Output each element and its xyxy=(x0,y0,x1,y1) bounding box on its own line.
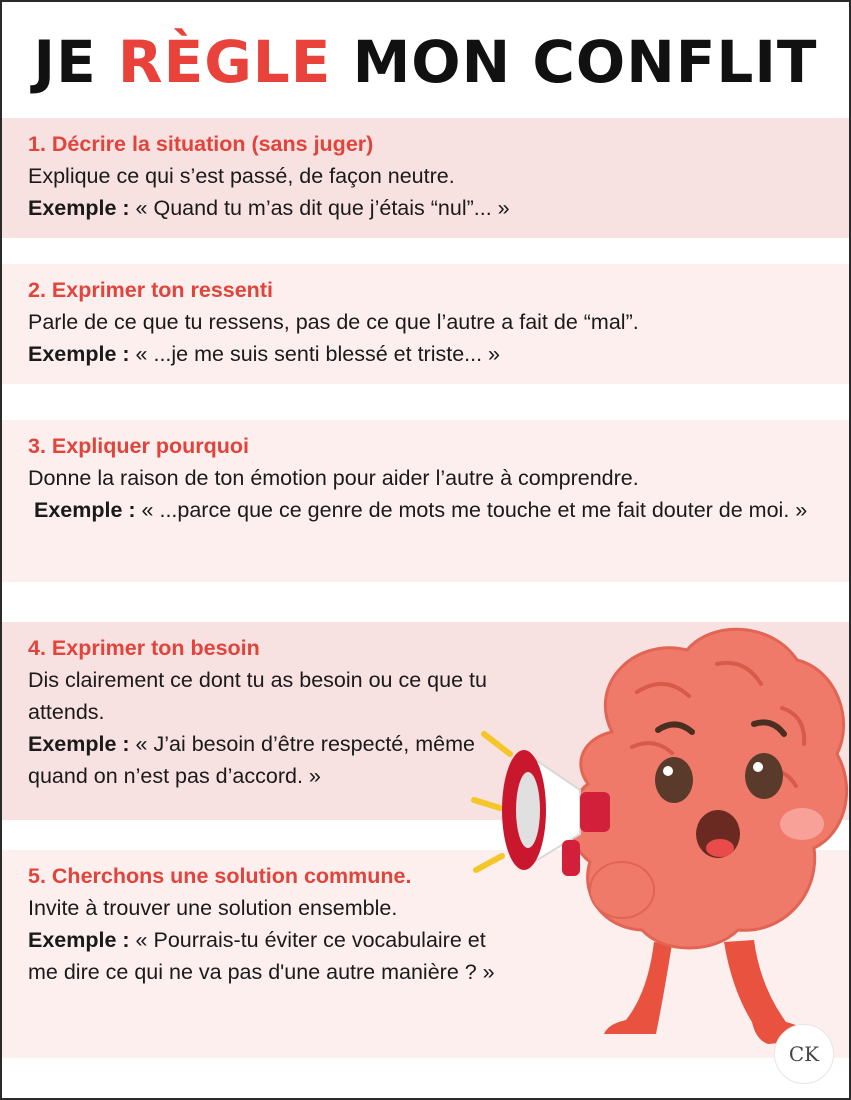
title-part-2: MON CONFLIT xyxy=(331,28,818,96)
cheek xyxy=(780,808,824,840)
step-3-heading: 3. Expliquer pourquoi xyxy=(28,434,249,458)
step-3-example-text: « ...parce que ce genre de mots me touche et me fait douter de moi. » xyxy=(135,498,808,522)
step-5-example xyxy=(28,924,508,988)
step-1-heading: 1. Décrire la situation (sans juger) xyxy=(28,132,374,156)
title-part-1: JE xyxy=(33,28,118,96)
step-2-example-label: Exemple : xyxy=(28,342,130,366)
step-4-example-label: Exemple : xyxy=(28,732,130,756)
step-3-example-label: Exemple : xyxy=(33,498,136,522)
step-4-example-text: « J’ai besoin d’être respecté, même quand on n’est pas d’accord. » xyxy=(28,732,475,788)
brain-mascot-illustration xyxy=(462,612,849,1062)
page-title xyxy=(2,28,849,96)
title-accent: RÈGLE xyxy=(117,28,332,96)
step-1-example xyxy=(28,192,849,224)
step-2-heading: 2. Exprimer ton ressenti xyxy=(28,278,273,302)
step-3-text: Donne la raison de ton émotion pour aider l’autre à comprendre. xyxy=(28,466,639,490)
step-2-section xyxy=(2,264,849,384)
legs xyxy=(604,940,816,1044)
ck-logo: CK xyxy=(774,1024,834,1084)
step-3-example xyxy=(28,494,849,526)
step-5-heading: 5. Cherchons une solution commune. xyxy=(28,864,412,888)
step-3-section xyxy=(2,420,849,582)
step-2-example-text: « ...je me suis senti blessé et triste... » xyxy=(129,342,501,366)
step-1-text: Explique ce qui s’est passé, de façon neutre. xyxy=(28,164,455,188)
step-1-example-text: « Quand tu m’as dit que j’étais “nul”... » xyxy=(129,196,510,220)
step-5-example-label: Exemple : xyxy=(28,928,130,952)
step-2-text: Parle de ce que tu ressens, pas de ce que l’autre a fait de “mal”. xyxy=(28,310,639,334)
step-2-example xyxy=(28,338,849,370)
step-4-text: Dis clairement ce dont tu as besoin ou ce que tu attends. xyxy=(28,668,487,724)
step-1-section xyxy=(2,118,849,238)
step-4-example xyxy=(28,728,508,792)
hand xyxy=(590,862,654,918)
step-5-example-text: « Pourrais-tu éviter ce vocabulaire et me dire ce qui ne va pas d'une autre manière ? » xyxy=(28,928,495,984)
step-5-text: Invite à trouver une solution ensemble. xyxy=(28,896,398,920)
step-4-heading: 4. Exprimer ton besoin xyxy=(28,636,260,660)
step-1-example-label: Exemple : xyxy=(28,196,130,220)
